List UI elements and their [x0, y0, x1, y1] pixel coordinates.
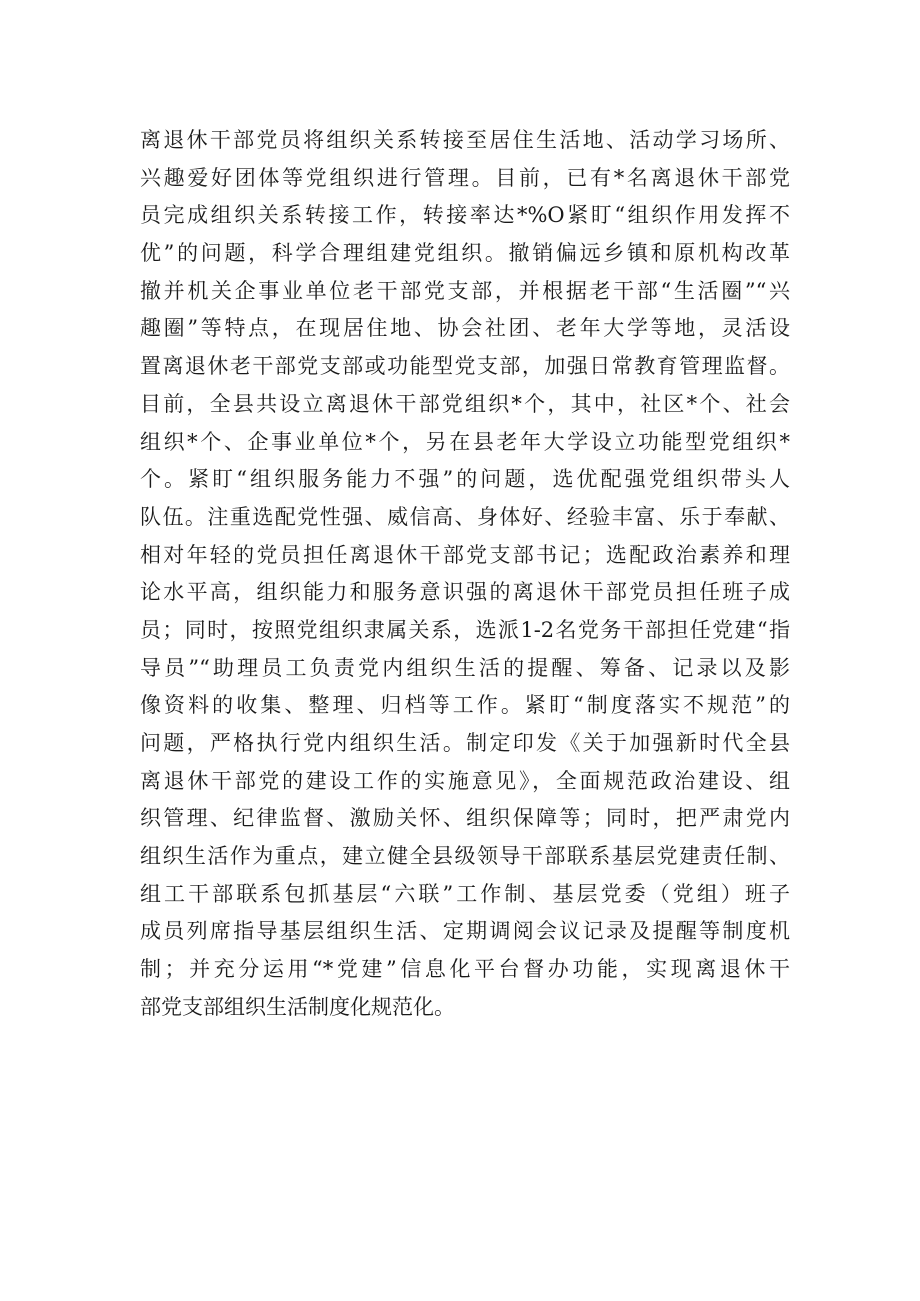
paragraph-line: 优”的问题，科学合理组建党组织。撤销偏远乡镇和原机构改革	[140, 241, 790, 266]
paragraph-line: 成员列席指导基层组织生活、定期调阅会议记录及提醒等制度机	[140, 919, 790, 944]
paragraph-line: 趣圈”等特点，在现居住地、协会社团、老年大学等地，灵活设	[140, 316, 790, 341]
paragraph-line: 织管理、纪律监督、激励关怀、组织保障等；同时，把严肃党内	[140, 806, 790, 831]
paragraph-line: 像资料的收集、整理、归档等工作。紧盯“制度落实不规范”的	[140, 693, 790, 718]
paragraph-line: 离退休干部党员将组织关系转接至居住生活地、活动学习场所、	[140, 128, 790, 152]
paragraph-line: 制；并充分运用“*党建”信息化平台督办功能，实现离退休干	[140, 957, 790, 982]
body-paragraph	[140, 122, 790, 1027]
paragraph-line: 队伍。注重选配党性强、威信高、身体好、经验丰富、乐于奉献、	[140, 504, 790, 529]
paragraph-line: 撤并机关企事业单位老干部党支部，并根据老干部“生活圈”“兴	[140, 278, 790, 303]
paragraph-line: 员；同时，按照党组织隶属关系，选派1-2名党务干部担任党建“指	[140, 617, 790, 642]
paragraph-line: 论水平高，组织能力和服务意识强的离退休干部党员担任班子成	[140, 580, 790, 605]
paragraph-line: 相对年轻的党员担任离退休干部党支部书记；选配政治素养和理	[140, 542, 790, 567]
paragraph-line: 问题，严格执行党内组织生活。制定印发《关于加强新时代全县	[140, 731, 790, 755]
paragraph-line: 兴趣爱好团体等党组织进行管理。目前，已有*名离退休干部党	[140, 165, 790, 190]
paragraph-line: 置离退休老干部党支部或功能型党支部，加强日常教育管理监督。	[140, 354, 790, 379]
paragraph-line: 目前，全县共设立离退休干部党组织*个，其中，社区*个、社会	[140, 391, 790, 416]
paragraph-line: 组织生活作为重点，建立健全县级领导干部联系基层党建责任制、	[140, 844, 790, 869]
paragraph-line: 离退休干部党的建设工作的实施意见》，全面规范政治建设、组	[140, 768, 790, 793]
paragraph-line: 导员”“助理员工负责党内组织生活的提醒、筹备、记录以及影	[140, 655, 790, 680]
paragraph-line: 组工干部联系包抓基层“六联”工作制、基层党委（党组）班子	[140, 881, 790, 906]
paragraph-line: 组织*个、企事业单位*个，另在县老年大学设立功能型党组织*	[140, 429, 790, 454]
paragraph-line: 个。紧盯“组织服务能力不强”的问题，选优配强党组织带头人	[140, 467, 790, 492]
paragraph-line: 部党支部组织生活制度化规范化。	[140, 994, 455, 1019]
paragraph-line: 员完成组织关系转接工作，转接率达*%O紧盯“组织作用发挥不	[140, 203, 790, 228]
